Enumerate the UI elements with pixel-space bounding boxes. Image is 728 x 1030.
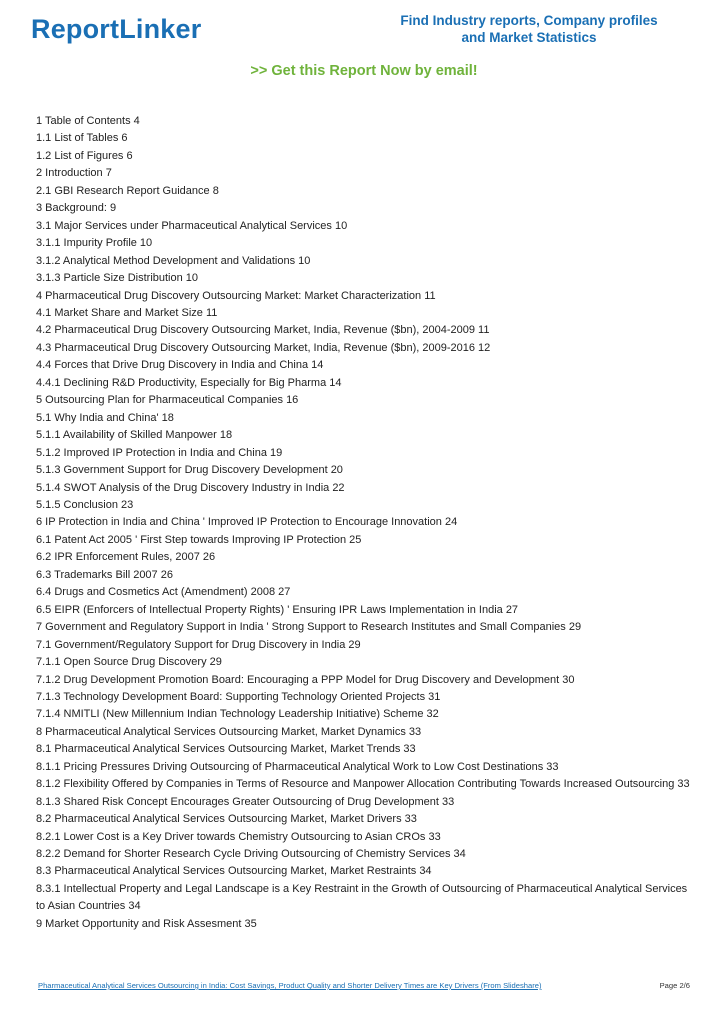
toc-entry: 3.1.3 Particle Size Distribution 10	[36, 272, 199, 285]
toc-entry: 8.3.1 Intellectual Property and Legal Landscape is a Key Restraint in the Growth of Outsourcing of Pharmaceutical Analytical Services to Asian Countries 34	[36, 882, 688, 913]
toc-entry: 8.2.2 Demand for Shorter Research Cycle Driving Outsourcing of Chemistry Services 34	[36, 848, 466, 861]
toc-entry: 5 Outsourcing Plan for Pharmaceutical Companies 16	[36, 394, 299, 407]
toc-entry: 3 Background: 9	[36, 202, 117, 215]
toc-entry: 8.1.3 Shared Risk Concept Encourages Greater Outsourcing of Drug Development 33	[36, 795, 455, 808]
toc-entry: 7.1 Government/Regulatory Support for Drug Discovery in India 29	[36, 638, 361, 651]
toc-entry: 7.1.1 Open Source Drug Discovery 29	[36, 656, 222, 669]
reportlinker-logo[interactable]: ReportLinker	[31, 14, 202, 44]
toc-entry: 4.1 Market Share and Market Size 11	[36, 306, 218, 319]
toc-entry: 5.1.1 Availability of Skilled Manpower 18	[36, 429, 233, 442]
toc-entry: 5.1.3 Government Support for Drug Discovery Development 20	[36, 464, 343, 477]
page-number: Page 2/6	[659, 981, 690, 990]
toc-entry: 1 Table of Contents 4	[36, 115, 140, 127]
toc-entry: 6.2 IPR Enforcement Rules, 2007 26	[36, 551, 216, 564]
footer-source-link[interactable]: Pharmaceutical Analytical Services Outsourcing in India: Cost Savings, Product Quality and Shorter Delivery Times are Key Drivers (From Slideshare)	[38, 981, 542, 990]
toc-entry: 7.1.4 NMITLI (New Millennium Indian Technology Leadership Initiative) Scheme 32	[36, 708, 439, 721]
toc-entry: 5.1.2 Improved IP Protection in India and China 19	[36, 446, 283, 459]
toc-entry: 4.4 Forces that Drive Drug Discovery in India and China 14	[36, 359, 324, 372]
page-footer	[38, 981, 690, 990]
tagline-line-2: and Market Statistics	[461, 30, 597, 45]
toc-entry: 5.1.4 SWOT Analysis of the Drug Discovery Industry in India 22	[36, 481, 345, 494]
toc-entry: 8.1.1 Pricing Pressures Driving Outsourcing of Pharmaceutical Analytical Work to Low Cost Destinations 33	[36, 760, 559, 773]
table-of-contents	[36, 113, 696, 933]
toc-entry: 1.2 List of Figures 6	[36, 149, 133, 162]
toc-entry: 4.3 Pharmaceutical Drug Discovery Outsourcing Market, India, Revenue ($bn), 2009-2016 12	[36, 341, 491, 354]
toc-entry: 6.3 Trademarks Bill 2007 26	[36, 568, 173, 581]
get-report-link[interactable]: >> Get this Report Now by email!	[250, 63, 478, 79]
toc-entry: 4.4.1 Declining R&D Productivity, Especially for Big Pharma 14	[36, 376, 342, 389]
tagline-line-1: Find Industry reports, Company profiles	[400, 13, 658, 28]
header-tagline	[382, 12, 676, 46]
toc-entry: 8.2.1 Lower Cost is a Key Driver towards Chemistry Outsourcing to Asian CROs 33	[36, 830, 441, 843]
toc-entry: 8.3 Pharmaceutical Analytical Services Outsourcing Market, Market Restraints 34	[36, 865, 432, 878]
toc-entry: 7.1.2 Drug Development Promotion Board: Encouraging a PPP Model for Drug Discovery and Development 30	[36, 673, 575, 686]
toc-entry: 3.1.2 Analytical Method Development and Validations 10	[36, 254, 311, 267]
toc-entry: 8.1.2 Flexibility Offered by Companies in Terms of Resource and Manpower Allocation Contributing Towards Increased Outsourcing 33	[36, 778, 690, 791]
toc-entry: 7 Government and Regulatory Support in India ' Strong Support to Research Institutes and Small Companies 29	[36, 621, 582, 634]
toc-entry: 3.1 Major Services under Pharmaceutical Analytical Services 10	[36, 219, 348, 232]
toc-entry: 8 Pharmaceutical Analytical Services Outsourcing Market, Market Dynamics 33	[36, 725, 422, 738]
toc-entry: 4 Pharmaceutical Drug Discovery Outsourcing Market: Market Characterization 11	[36, 289, 436, 302]
toc-entry: 8.1 Pharmaceutical Analytical Services Outsourcing Market, Market Trends 33	[36, 743, 416, 756]
toc-entry: 7.1.3 Technology Development Board: Supporting Technology Oriented Projects 31	[36, 690, 441, 703]
toc-entry: 8.2 Pharmaceutical Analytical Services Outsourcing Market, Market Drivers 33	[36, 813, 417, 826]
toc-entry: 5.1 Why India and China' 18	[36, 411, 174, 424]
toc-entry: 1.1 List of Tables 6	[36, 132, 128, 145]
toc-entry: 6.4 Drugs and Cosmetics Act (Amendment) 2008 27	[36, 586, 291, 599]
toc-entry: 6.5 EIPR (Enforcers of Intellectual Property Rights) ' Ensuring IPR Laws Implementation in India 27	[36, 603, 519, 616]
toc-entry: 2 Introduction 7	[36, 167, 112, 180]
toc-entry: 5.1.5 Conclusion 23	[36, 498, 134, 511]
toc-entry: 6.1 Patent Act 2005 ' First Step towards Improving IP Protection 25	[36, 533, 362, 546]
toc-entry: 3.1.1 Impurity Profile 10	[36, 237, 153, 250]
toc-entry: 2.1 GBI Research Report Guidance 8	[36, 184, 219, 197]
toc-entry: 6 IP Protection in India and China ' Improved IP Protection to Encourage Innovation 24	[36, 516, 458, 529]
toc-entry: 9 Market Opportunity and Risk Assesment 35	[36, 917, 257, 930]
toc-entry: 4.2 Pharmaceutical Drug Discovery Outsourcing Market, India, Revenue ($bn), 2004-2009 11	[36, 324, 490, 337]
